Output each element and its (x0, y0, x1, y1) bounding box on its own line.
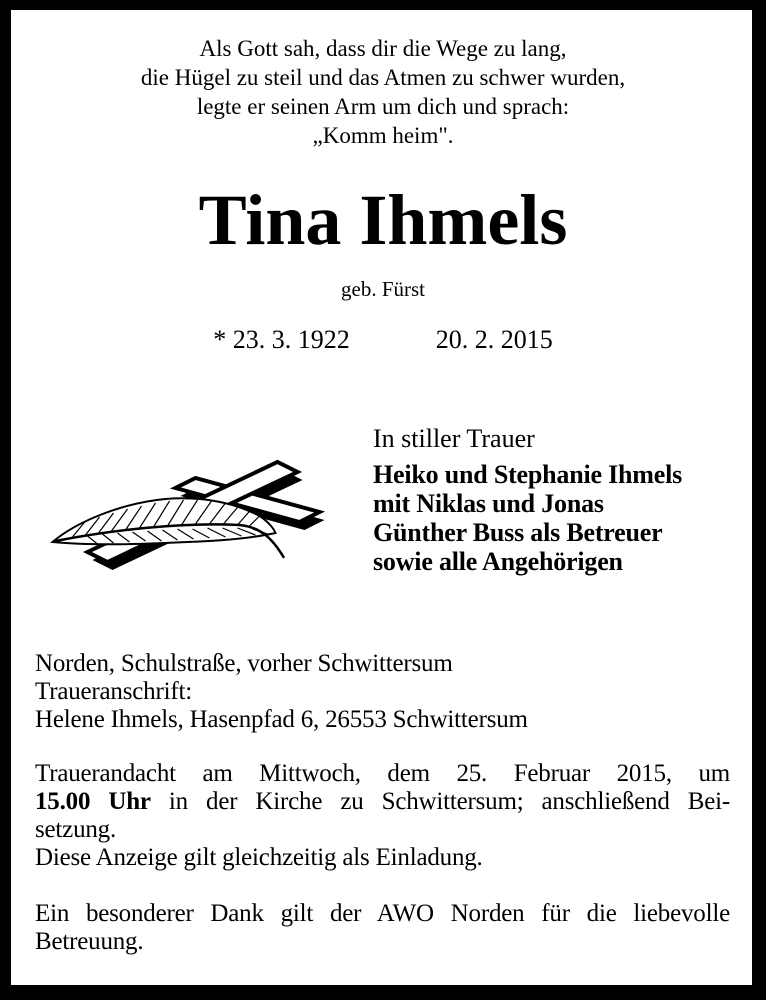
maiden-name: geb. Fürst (341, 277, 425, 301)
funeral-line: Diese Anzeige gilt gleichzeitig als Einladung. (35, 844, 483, 871)
address-line: Traueranschrift: (35, 678, 192, 705)
mourning-address (35, 650, 528, 734)
opening-verse (0, 34, 766, 150)
mourner-line: mit Niklas und Jonas (373, 489, 604, 518)
mourner-line: Heiko und Stephanie Ihmels (373, 460, 683, 489)
funeral-line-rest: in der Kirche zu Schwittersum; anschließend Bei- (168, 788, 730, 815)
verse-line: die Hügel zu steil und das Atmen zu schwer wurden, (140, 65, 626, 90)
verse-line: „Komm heim". (312, 123, 454, 148)
mourners-intro: In stiller Trauer (373, 424, 535, 453)
funeral-time: 15.00 Uhr (35, 788, 151, 815)
verse-line: Als Gott sah, dass dir die Wege zu lang, (199, 36, 567, 61)
cross-and-feather-icon (45, 445, 345, 580)
address-line: Norden, Schulstraße, vorher Schwittersum (35, 650, 453, 677)
verse-line: legte er seinen Arm um dich und sprach: (196, 94, 570, 119)
funeral-line: setzung. (35, 816, 117, 843)
thanks-line: Ein besonderer Dank gilt der AWO Norden für die liebevolle (35, 900, 730, 927)
funeral-details (35, 760, 730, 872)
funeral-line: Trauerandacht am Mittwoch, dem 25. Februar 2015, um (35, 760, 730, 787)
thanks-line: Betreuung. (35, 928, 144, 955)
life-dates (0, 325, 766, 355)
deceased-name: Tina Ihmels (198, 180, 568, 260)
funeral-line (35, 788, 730, 816)
address-line: Helene Ihmels, Hasenpfad 6, 26553 Schwittersum (35, 706, 528, 733)
mourner-line: Günther Buss als Betreuer (373, 518, 663, 547)
death-date: 20. 2. 2015 (435, 325, 553, 354)
mourners-list (373, 460, 682, 576)
birth-date: * 23. 3. 1922 (213, 325, 350, 354)
mourner-line: sowie alle Angehörigen (373, 547, 623, 576)
thanks-note (35, 900, 730, 956)
